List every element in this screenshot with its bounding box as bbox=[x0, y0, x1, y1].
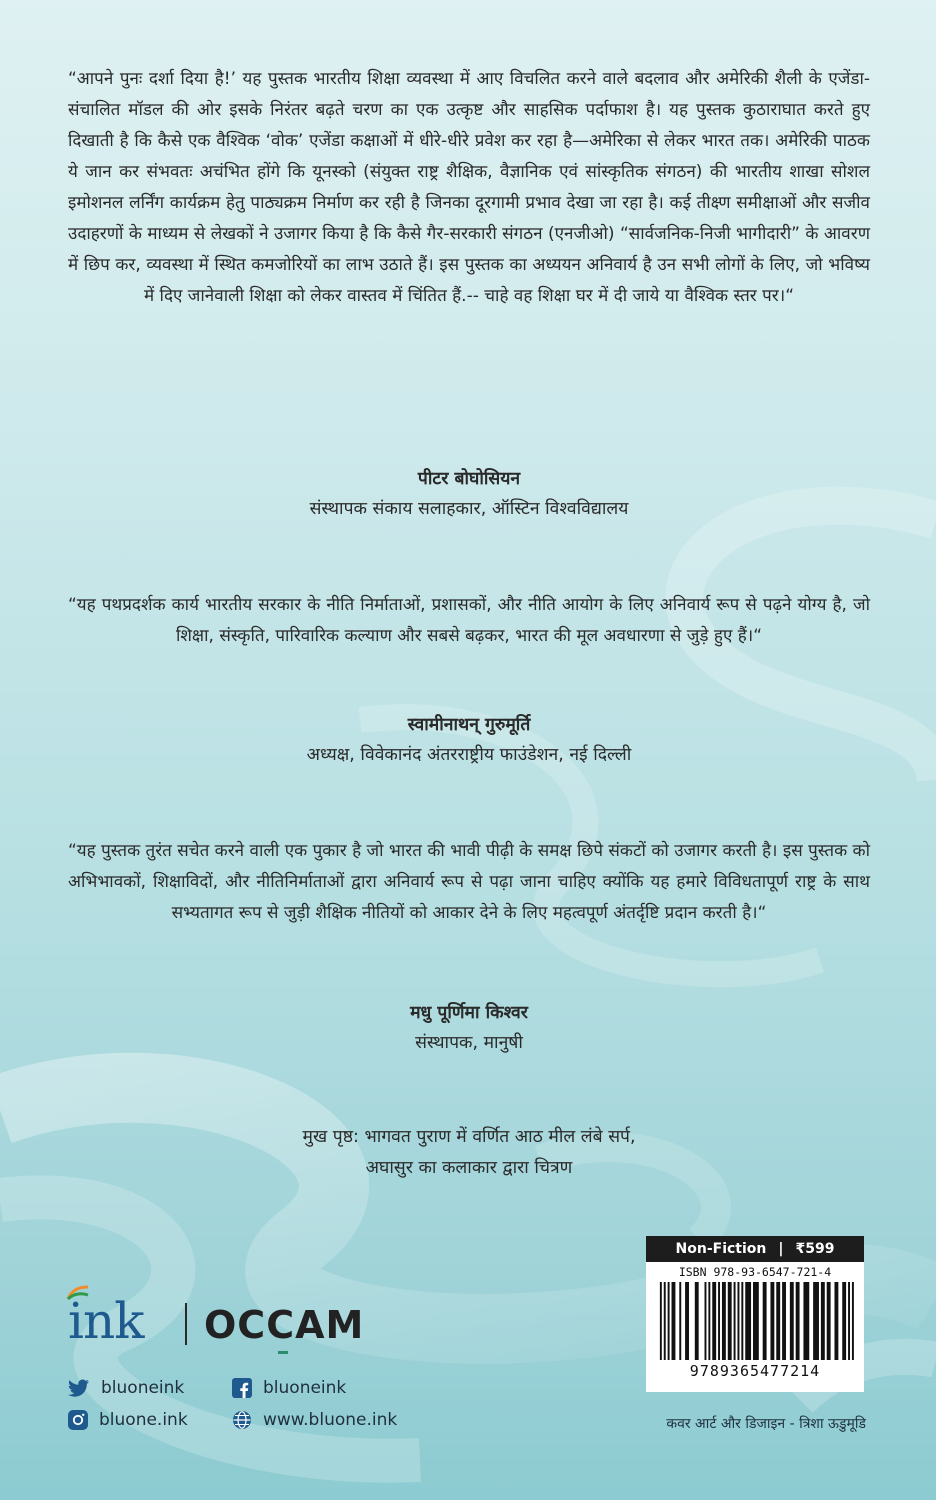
logo-divider bbox=[185, 1303, 187, 1345]
quote-text: “आपने पुनः दर्शा दिया है!’ यह पुस्तक भारतीय शिक्षा व्यवस्था में आए विचलित करने वाले बदलाव और अमेरिकी शैली के एजेंडा-संचालित मॉडल की ओर इसके निरंतर बढ़ते चरण का एक उत्कृष्ट और साहसिक पर्दाफाश है। यह पुस्तक कुठाराघात करते हुए दिखाती है कि कैसे एक वैश्विक ‘वोक’ एजेंडा कक्षाओं में धीरे-धीरे प्रवेश कर रहा है—अमेरिका से लेकर भारत तक। अमेरिकी पाठक ये जान कर संभवतः अचंभित होंगे कि यूनस्को (संयुक्त राष्ट्र शैक्षिक, वैज्ञानिक एवं सांस्कृतिक संगठन) की भारतीय शाखा सोशल इमोशनल लर्निंग कार्यक्रम हेतु पाठ्यक्रम निर्माण कर रही है जिनका दूरगामी प्रभाव देखा जा रहा है। कई तीक्ष्ण समीक्षाओं और सजीव उदाहरणों के माध्यम से लेखकों ने उजागर किया है कि कैसे गैर-सरकारी संगठन (एनजीओ) “सार्वजनिक-निजी भागीदारी” के आवरण में छिप कर, व्यवस्था में स्थित कमजोरियों का लाभ उठाते हैं। इस पुस्तक का अध्ययन अनिवार्य है उन सभी लोगों के लिए, जो भविष्य में दिए जानेवाली शिक्षा को लेकर वास्तव में चिंतित हैं.-- चाहे वह शिक्षा घर में दी जाये या वैश्विक स्तर पर।“ bbox=[68, 69, 870, 306]
barcode-bar bbox=[813, 1282, 819, 1360]
barcode-bar bbox=[708, 1282, 710, 1360]
quote-text: “यह पुस्तक तुरंत सचेत करने वाली एक पुकार है जो भारत की भावी पीढ़ी के समक्ष छिपे संकटों को उजागर करती है। इस पुस्तक को अभिभावकों, शिक्षाविदों, और नीतिनिर्माताओं द्वारा अनिवार्य रूप से पढ़ा जाना चाहिए क्योंकि यह हमारे विविधतापूर्ण राष्ट्र के साथ सभ्यतागत रूप से जुड़ी शैक्षिक नीतियों को आकार देने के लिए महत्वपूर्ण अंतर्दृष्टि प्रदान करती है।“ bbox=[68, 841, 870, 923]
barcode-bar bbox=[763, 1282, 767, 1360]
barcode-bar bbox=[790, 1282, 794, 1360]
barcode-bar bbox=[718, 1282, 720, 1360]
barcode-bar bbox=[827, 1282, 831, 1360]
barcode-bar bbox=[782, 1282, 786, 1360]
publisher-name: OCCAM bbox=[204, 1303, 365, 1347]
barcode bbox=[656, 1282, 854, 1362]
website-link[interactable] bbox=[232, 1410, 397, 1430]
quote-author: मधु पूर्णिमा किश्वर bbox=[410, 1003, 528, 1023]
cover-illustration-credit bbox=[68, 1122, 870, 1184]
barcode-bar bbox=[745, 1282, 751, 1360]
isbn-label: ISBN 978-93-6547-721-4 bbox=[678, 1265, 832, 1279]
barcode-bar bbox=[803, 1282, 809, 1360]
social-twitter[interactable] bbox=[68, 1378, 184, 1398]
barcode-bar bbox=[668, 1282, 670, 1360]
barcode-bar bbox=[770, 1282, 774, 1360]
barcode-bar bbox=[821, 1282, 825, 1360]
barcode-bar bbox=[737, 1282, 739, 1360]
facebook-handle: bluoneink bbox=[263, 1378, 347, 1398]
instagram-icon bbox=[68, 1410, 88, 1430]
quote-attribution bbox=[68, 1000, 870, 1054]
facebook-icon bbox=[232, 1378, 252, 1398]
twitter-handle: bluoneink bbox=[101, 1378, 185, 1398]
separator: | bbox=[778, 1241, 784, 1257]
website-url: www.bluone.ink bbox=[263, 1410, 398, 1430]
barcode-digits: 9789365477214 bbox=[689, 1362, 821, 1380]
quote-attribution bbox=[68, 466, 870, 520]
twitter-icon bbox=[68, 1379, 90, 1397]
quote-attribution bbox=[68, 712, 870, 766]
social-facebook[interactable] bbox=[232, 1378, 346, 1398]
barcode-bar bbox=[712, 1282, 716, 1360]
barcode-bar bbox=[852, 1282, 854, 1360]
cover-credit-line: मुख पृष्ठ: भागवत पुराण में वर्णित आठ मील लंबे सर्प, bbox=[302, 1127, 636, 1147]
publisher-accent bbox=[278, 1351, 288, 1354]
cover-art-credit: कवर आर्ट और डिजाइन - त्रिशा ऊडुमूडि bbox=[666, 1416, 866, 1432]
barcode-box bbox=[646, 1236, 864, 1392]
barcode-bar bbox=[834, 1282, 838, 1360]
barcode-bar bbox=[734, 1282, 736, 1360]
quote-author-role: संस्थापक संकाय सलाहकार, ऑस्टिन विश्वविद्यालय bbox=[309, 499, 629, 519]
barcode-bar bbox=[679, 1282, 681, 1360]
barcode-bar bbox=[848, 1282, 850, 1360]
barcode-bar bbox=[705, 1282, 707, 1360]
barcode-bar bbox=[722, 1282, 726, 1360]
quote-author-role: अध्यक्ष, विवेकानंद अंतरराष्ट्रीय फाउंडेशन, नई दिल्ली bbox=[306, 745, 632, 765]
barcode-bar bbox=[660, 1282, 662, 1360]
imprint-name: ink bbox=[68, 1292, 144, 1350]
barcode-bar bbox=[672, 1282, 676, 1360]
publisher-logo bbox=[64, 1285, 364, 1355]
cover-credit-line: अघासुर का कलाकार द्वारा चित्रण bbox=[365, 1158, 573, 1178]
quote-author: पीटर बोघोसियन bbox=[417, 469, 521, 489]
barcode-bar bbox=[728, 1282, 732, 1360]
barcode-bar bbox=[685, 1282, 689, 1360]
category-price-bar bbox=[646, 1236, 864, 1262]
barcode-bar bbox=[796, 1282, 800, 1360]
quote-text: “यह पथप्रदर्शक कार्य भारतीय सरकार के नीति निर्माताओं, प्रशासकों, और नीति आयोग के लिए अनिवार्य रूप से पढ़ने योग्य है, जो शिक्षा, संस्कृति, पारिवारिक कल्याण और सबसे बढ़कर, भारत की मूल अवधारणा से जुड़े हुए हैं।“ bbox=[68, 595, 870, 646]
globe-icon bbox=[232, 1410, 252, 1430]
price-label: ₹599 bbox=[795, 1241, 835, 1257]
quote-author: स्वामीनाथन् गुरुमूर्ति bbox=[407, 715, 531, 735]
barcode-bar bbox=[695, 1282, 699, 1360]
barcode-bar bbox=[842, 1282, 846, 1360]
barcode-bar bbox=[753, 1282, 759, 1360]
quote-author-role: संस्थापक, मानुषी bbox=[415, 1033, 523, 1053]
instagram-handle: bluone.ink bbox=[99, 1410, 188, 1430]
barcode-bar bbox=[664, 1282, 666, 1360]
genre-label: Non-Fiction bbox=[675, 1241, 767, 1257]
social-instagram[interactable] bbox=[68, 1410, 188, 1430]
barcode-bar bbox=[741, 1282, 743, 1360]
barcode-bar bbox=[776, 1282, 780, 1360]
